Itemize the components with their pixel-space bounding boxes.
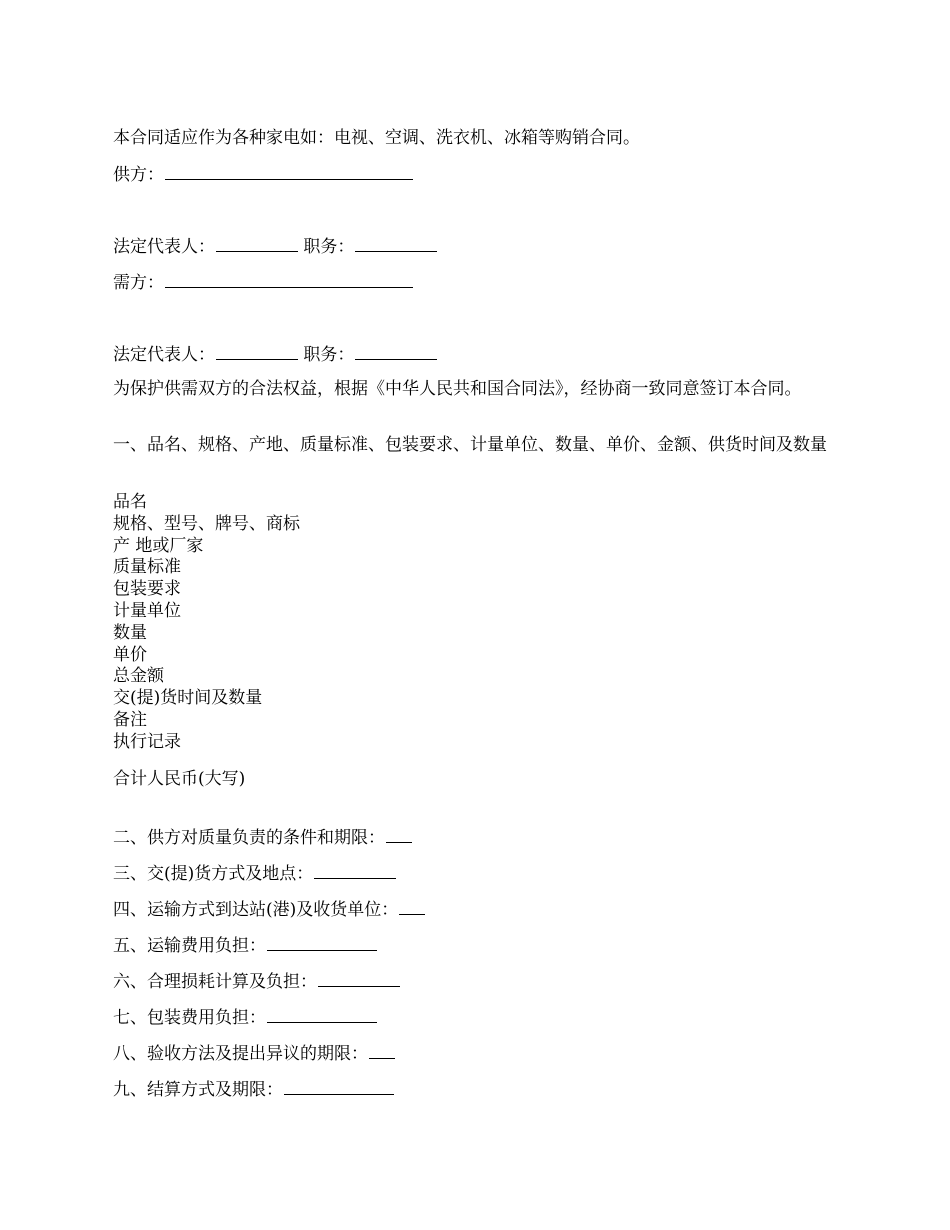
total-rmb-text: 合计人民币(大写)	[113, 769, 246, 789]
clause-4	[113, 898, 425, 921]
clause-label: 四、运输方式到达站(港)及收货单位：	[113, 900, 399, 920]
supplier-rep-title-label: 职务：	[303, 237, 355, 257]
list-item: 单价	[113, 644, 147, 665]
item-table-list	[113, 492, 300, 754]
clause-label: 八、验收方法及提出异议的期限：	[113, 1044, 368, 1064]
section-1-heading: 一、品名、规格、产地、质量标准、包装要求、计量单位、数量、单价、金额、供货时间及数量	[113, 435, 827, 455]
supplier-blank[interactable]	[165, 163, 413, 180]
buyer-rep-title-blank[interactable]	[355, 343, 437, 360]
clause-5	[113, 934, 377, 957]
list-item: 包装要求	[113, 579, 181, 600]
supplier-label: 供方：	[113, 165, 164, 185]
clause-label: 九、结算方式及期限：	[113, 1080, 283, 1100]
clause-9-blank[interactable]	[284, 1078, 394, 1095]
buyer-blank[interactable]	[165, 271, 413, 288]
list-item: 产 地或厂家	[113, 535, 204, 556]
clause-8-blank[interactable]	[369, 1042, 395, 1059]
buyer-rep-line	[113, 343, 437, 366]
list-item: 交(提)货时间及数量	[113, 688, 263, 709]
list-item: 品名	[113, 492, 147, 512]
clause-2	[113, 826, 412, 849]
intro-text: 本合同适应作为各种家电如：电视、空调、洗衣机、冰箱等购销合同。	[113, 128, 640, 148]
supplier-rep-line	[113, 235, 437, 258]
clause-3-blank[interactable]	[314, 862, 396, 879]
list-item: 质量标准	[113, 557, 181, 578]
supplier-rep-blank[interactable]	[216, 235, 298, 252]
preamble-text: 为保护供需双方的合法权益，根据《中华人民共和国合同法》，经协商一致同意签订本合同。	[113, 379, 802, 399]
list-item: 规格、型号、牌号、商标	[113, 513, 300, 534]
buyer-line	[113, 271, 413, 294]
clause-9	[113, 1078, 394, 1101]
clause-label: 七、包装费用负担：	[113, 1008, 266, 1028]
buyer-rep-blank[interactable]	[216, 343, 298, 360]
clause-label: 五、运输费用负担：	[113, 936, 266, 956]
buyer-label: 需方：	[113, 273, 164, 293]
clause-6-blank[interactable]	[318, 970, 400, 987]
list-item: 计量单位	[113, 600, 181, 621]
list-item: 执行记录	[113, 731, 181, 752]
clause-2-blank[interactable]	[386, 826, 412, 843]
list-item: 总金额	[113, 666, 164, 687]
clause-7-blank[interactable]	[267, 1006, 377, 1023]
supplier-line	[113, 163, 413, 186]
clause-label: 二、供方对质量负责的条件和期限：	[113, 828, 385, 848]
clause-5-blank[interactable]	[267, 934, 377, 951]
clause-4-blank[interactable]	[399, 898, 425, 915]
supplier-rep-title-blank[interactable]	[355, 235, 437, 252]
buyer-rep-label: 法定代表人：	[113, 345, 215, 365]
clause-label: 六、合理损耗计算及负担：	[113, 972, 317, 992]
clause-7	[113, 1006, 377, 1029]
list-item: 备注	[113, 709, 147, 730]
clause-3	[113, 862, 396, 885]
clause-label: 三、交(提)货方式及地点：	[113, 864, 314, 884]
clause-8	[113, 1042, 395, 1065]
list-item: 数量	[113, 622, 147, 643]
clause-6	[113, 970, 400, 993]
supplier-rep-label: 法定代表人：	[113, 237, 215, 257]
buyer-rep-title-label: 职务：	[303, 345, 355, 365]
